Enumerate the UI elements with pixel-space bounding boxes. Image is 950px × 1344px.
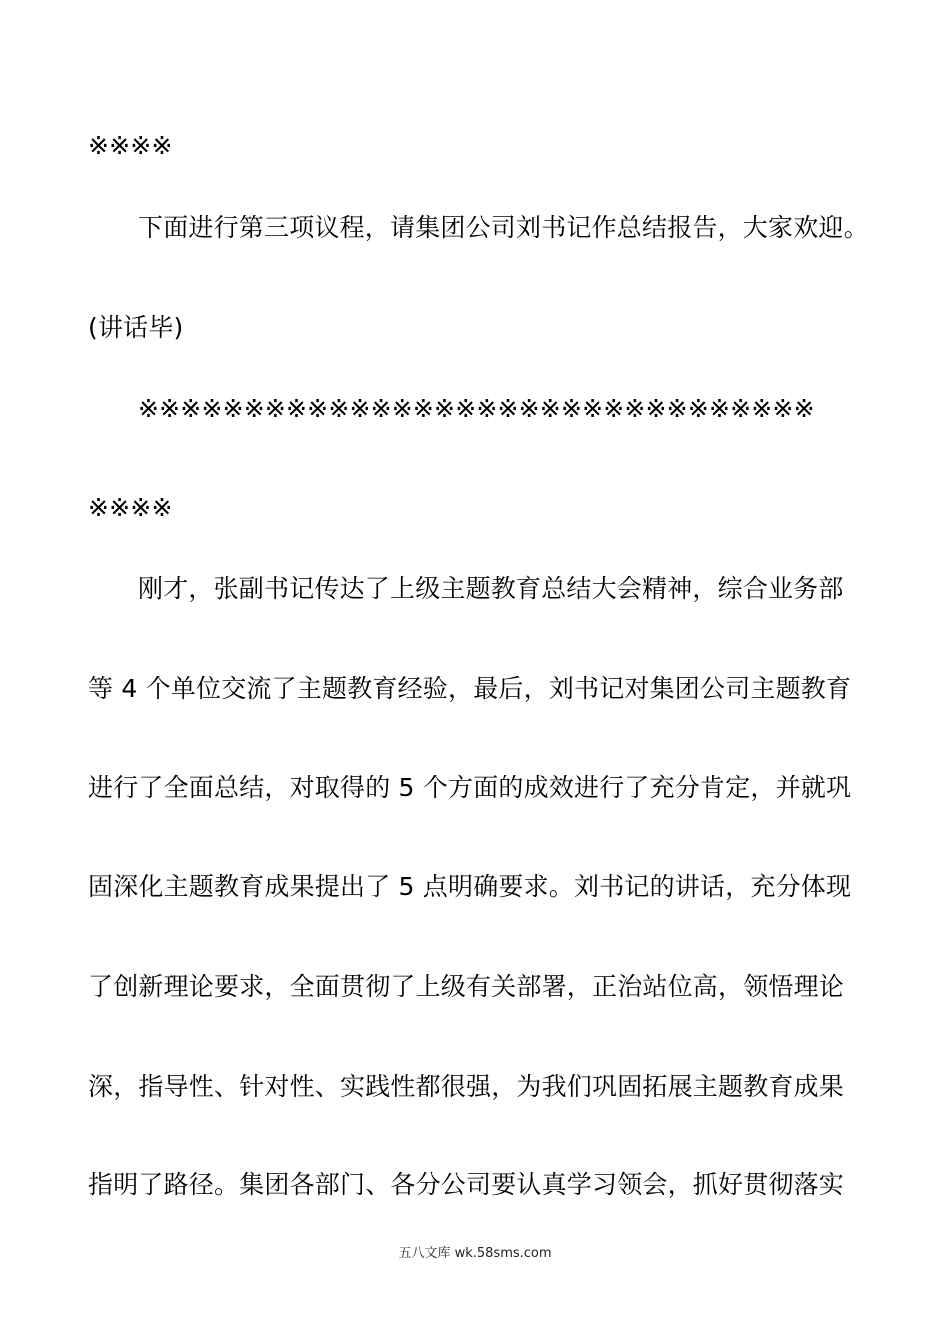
paragraph-line: 等 4 个单位交流了主题教育经验，最后，刘书记对集团公司主题教育 — [88, 674, 852, 703]
paragraph-line: 固深化主题教育成果提出了 5 点明确要求。刘书记的讲话，充分体现 — [88, 872, 852, 901]
separator-line-tail: ※※※※ — [88, 131, 173, 160]
paragraph-line: 进行了全面总结，对取得的 5 个方面的成效进行了充分肯定，并就巩 — [88, 773, 852, 802]
paragraph-line: 指明了路径。集团各部门、各分公司要认真学习领会，抓好贯彻落实 — [88, 1170, 845, 1199]
paragraph-line: 深，指导性、针对性、实践性都很强，为我们巩固拓展主题教育成果 — [88, 1072, 845, 1101]
paragraph-line: (讲话毕) — [88, 313, 184, 342]
separator-line-tail: ※※※※ — [88, 493, 173, 522]
paragraph-line: 了创新理论要求，全面贯彻了上级有关部署，正治站位高，领悟理论 — [88, 972, 845, 1001]
paragraph-line: 下面进行第三项议程，请集团公司刘书记作总结报告，大家欢迎。 — [138, 213, 869, 242]
footer-watermark: 五八文库 wk.58sms.com — [398, 1246, 552, 1261]
separator-line: ※※※※※※※※※※※※※※※※※※※※※※※※※※※※※※※※ — [138, 394, 815, 423]
paragraph-line: 刚才，张副书记传达了上级主题教育总结大会精神，综合业务部 — [138, 574, 844, 603]
